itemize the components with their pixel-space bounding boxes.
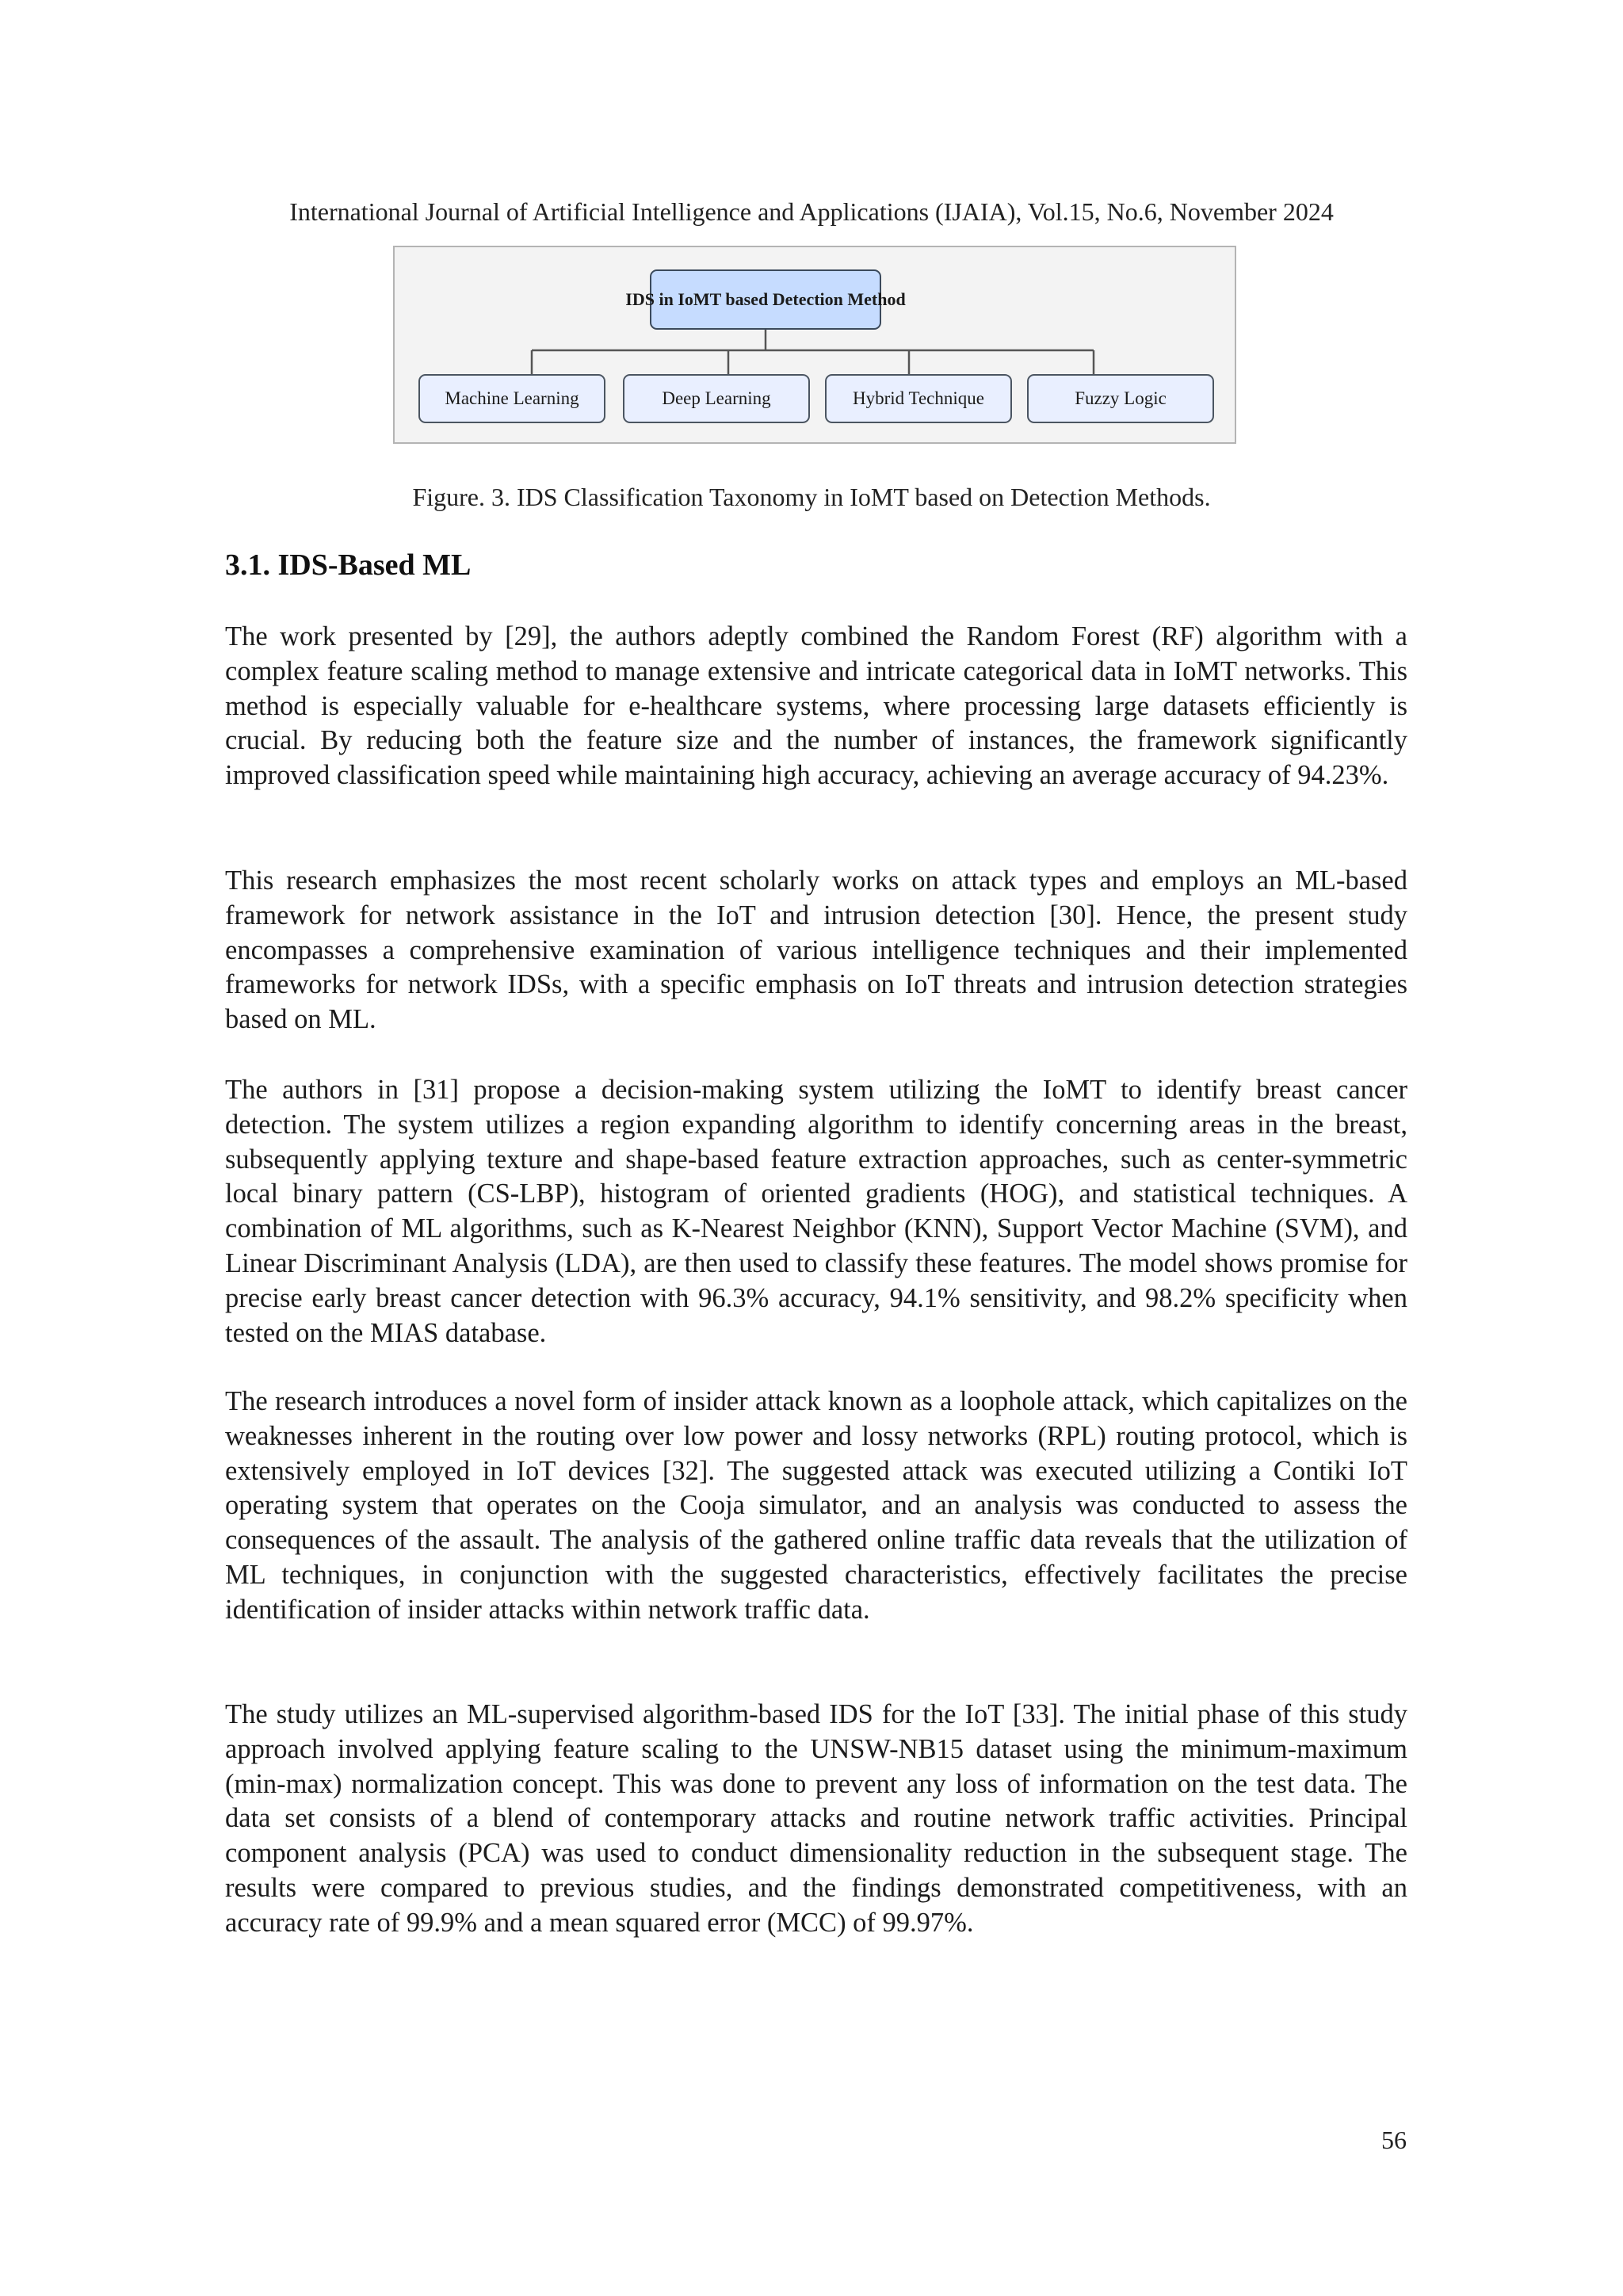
figure-caption: Figure. 3. IDS Classification Taxonomy in IoMT based on Detection Methods. — [412, 483, 1211, 511]
taxonomy-figure — [393, 246, 1236, 444]
root-node: IDS in IoMT based Detection Method — [650, 269, 881, 330]
paragraph-5: The study utilizes an ML-supervised algorithm-based IDS for the IoT [33]. The initial phase of this study approach involved applying feature scaling to the UNSW-NB15 dataset using the minimum-maximum (min-max) normalization concept. This was done to prevent any loss of information on the test data. The data set consists of a blend of contemporary attacks and routine network traffic activities. Principal component analysis (PCA) was used to conduct dimensionality reduction in the subsequent stage. The results were compared to previous studies, and the findings demonstrated competitiveness, with an accuracy rate of 99.9% and a mean squared error (MCC) of 99.97%. — [225, 1699, 1407, 1938]
running-header: International Journal of Artificial Intelligence and Applications (IJAIA), Vol.15, No.6, November 2024 — [289, 197, 1334, 226]
page-number: 56 — [1381, 2126, 1407, 2154]
node-deep-learning: Deep Learning — [623, 374, 810, 423]
node-hybrid-technique: Hybrid Technique — [825, 374, 1012, 423]
paragraph-3: The authors in [31] propose a decision-making system utilizing the IoMT to identify breast cancer detection. The system utilizes a region expanding algorithm to identify concerning areas in the breast, subsequently applying texture and shape-based feature extraction approaches, such as center-symmetric local binary pattern (CS-LBP), histogram of oriented gradients (HOG), and statistical techniques. A combination of ML algorithms, such as K-Nearest Neighbor (KNN), Support Vector Machine (SVM), and Linear Discriminant Analysis (LDA), are then used to classify these features. The model shows promise for precise early breast cancer detection with 96.3% accuracy, 94.1% sensitivity, and 98.2% specificity when tested on the MIAS database. — [225, 1075, 1407, 1348]
node-machine-learning: Machine Learning — [418, 374, 605, 423]
paragraph-4: The research introduces a novel form of insider attack known as a loophole attack, which capitalizes on the weaknesses inherent in the routing over low power and lossy networks (RPL) routing protocol, which is extensively employed in IoT devices [32]. The suggested attack was executed utilizing a Contiki IoT operating system that operates on the Cooja simulator, and an analysis was conducted to assess the consequences of the assault. The analysis of the gathered online traffic data reveals that the utilization of ML techniques, in conjunction with the suggested characteristics, effectively facilitates the precise identification of insider attacks within network traffic data. — [225, 1386, 1407, 1625]
section-heading: 3.1. IDS-Based ML — [225, 548, 472, 582]
paragraph-1: The work presented by [29], the authors adeptly combined the Random Forest (RF) algorithm with a complex feature scaling method to manage extensive and intricate categorical data in IoMT networks. This method is especially valuable for e-healthcare systems, where processing large datasets efficiently is crucial. By reducing both the feature size and the number of instances, the framework significantly improved classification speed while maintaining high accuracy, achieving an average accuracy of 94.23%. — [225, 621, 1407, 791]
paragraph-2: This research emphasizes the most recent scholarly works on attack types and employs an ML-based framework for network assistance in the IoT and intrusion detection [30]. Hence, the present study encompasses a comprehensive examination of various intelligence techniques and their implemented frameworks for network IDSs, with a specific emphasis on IoT threats and intrusion detection strategies based on ML. — [225, 865, 1407, 1035]
node-fuzzy-logic: Fuzzy Logic — [1027, 374, 1214, 423]
